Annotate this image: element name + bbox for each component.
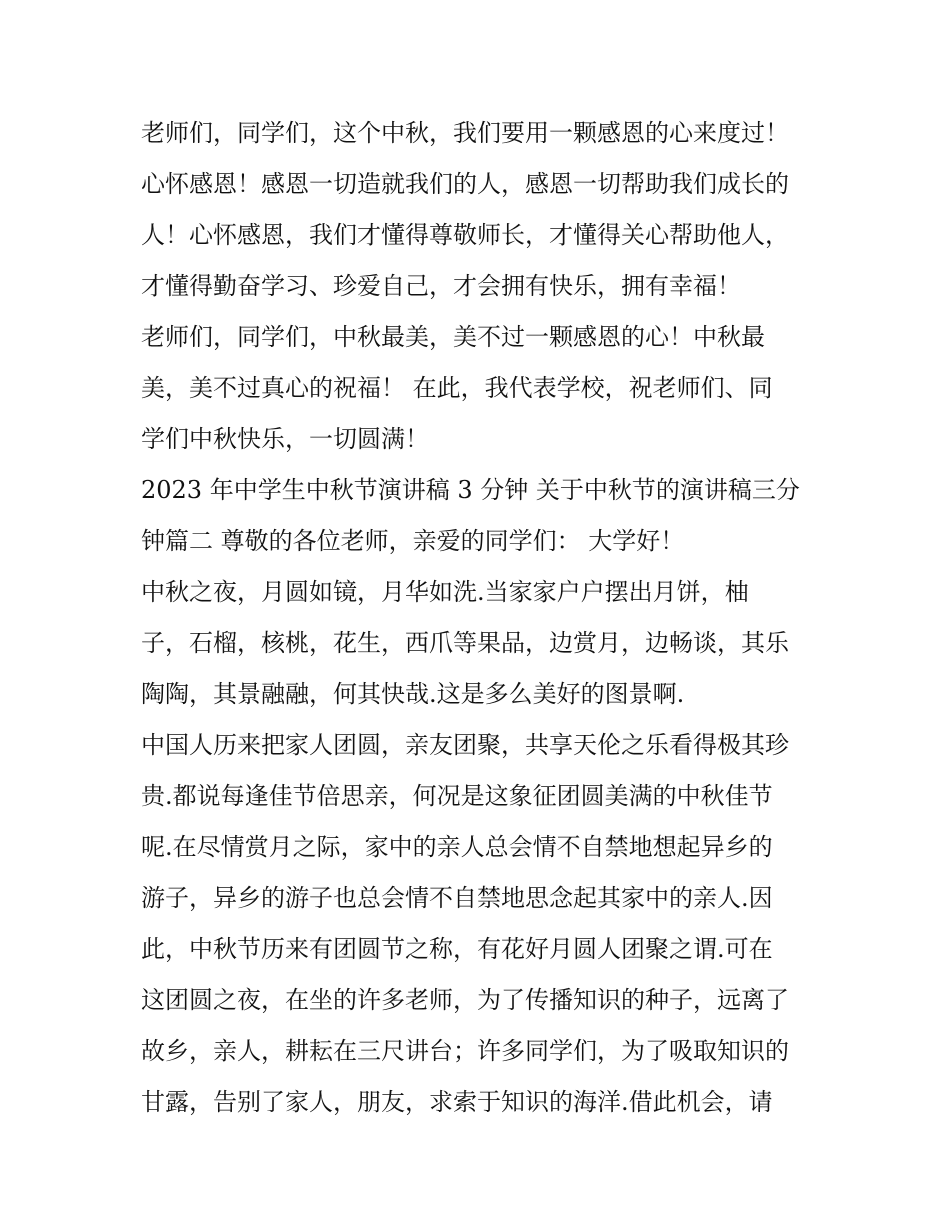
text-line: 学们中秋快乐，一切圆满！ [141, 425, 429, 453]
document-body [141, 108, 831, 1128]
text-line: 才懂得勤奋学习、珍爱自己，才会拥有快乐，拥有幸福！ [141, 272, 741, 300]
text-line: 老师们，同学们，中秋最美，美不过一颗感恩的心！中秋最 [141, 323, 765, 351]
text-line: 甘露，告别了家人，朋友，求索于知识的海洋.借此机会，请 [141, 1088, 773, 1116]
text-line: 游子，异乡的游子也总会情不自禁地思念起其家中的亲人.因 [141, 884, 773, 912]
text-line: 此，中秋节历来有团圆节之称，有花好月圆人团聚之谓.可在 [141, 935, 773, 963]
text-line: 中国人历来把家人团圆，亲友团聚，共享天伦之乐看得极其珍 [141, 731, 789, 759]
text-line: 人！心怀感恩，我们才懂得尊敬师长，才懂得关心帮助他人， [141, 221, 789, 249]
text-line: 呢.在尽情赏月之际，家中的亲人总会情不自禁地想起异乡的 [141, 833, 773, 861]
text-line: 陶陶，其景融融，何其快哉.这是多么美好的图景啊. [141, 680, 685, 708]
text-line: 心怀感恩！感恩一切造就我们的人，感恩一切帮助我们成长的 [141, 170, 789, 198]
text-line: 钟篇二 尊敬的各位老师，亲爱的同学们： 大学好！ [141, 527, 685, 555]
text-line: 这团圆之夜，在坐的许多老师，为了传播知识的种子，远离了 [141, 986, 789, 1014]
text-line: 故乡，亲人，耕耘在三尺讲台；许多同学们，为了吸取知识的 [141, 1037, 789, 1065]
text-line: 子，石榴，核桃，花生，西爪等果品，边赏月，边畅谈，其乐 [141, 629, 789, 657]
text-line: 美，美不过真心的祝福！ 在此，我代表学校，祝老师们、同 [141, 374, 773, 402]
text-line: 贵.都说每逢佳节倍思亲，何况是这象征团圆美满的中秋佳节 [141, 782, 773, 810]
text-line: 2023 年中学生中秋节演讲稿 3 分钟 关于中秋节的演讲稿三分 [141, 476, 800, 504]
text-line: 中秋之夜，月圆如镜，月华如洗.当家家户户摆出月饼，柚 [141, 578, 749, 606]
text-line: 老师们，同学们，这个中秋，我们要用一颗感恩的心来度过！ [141, 119, 789, 147]
